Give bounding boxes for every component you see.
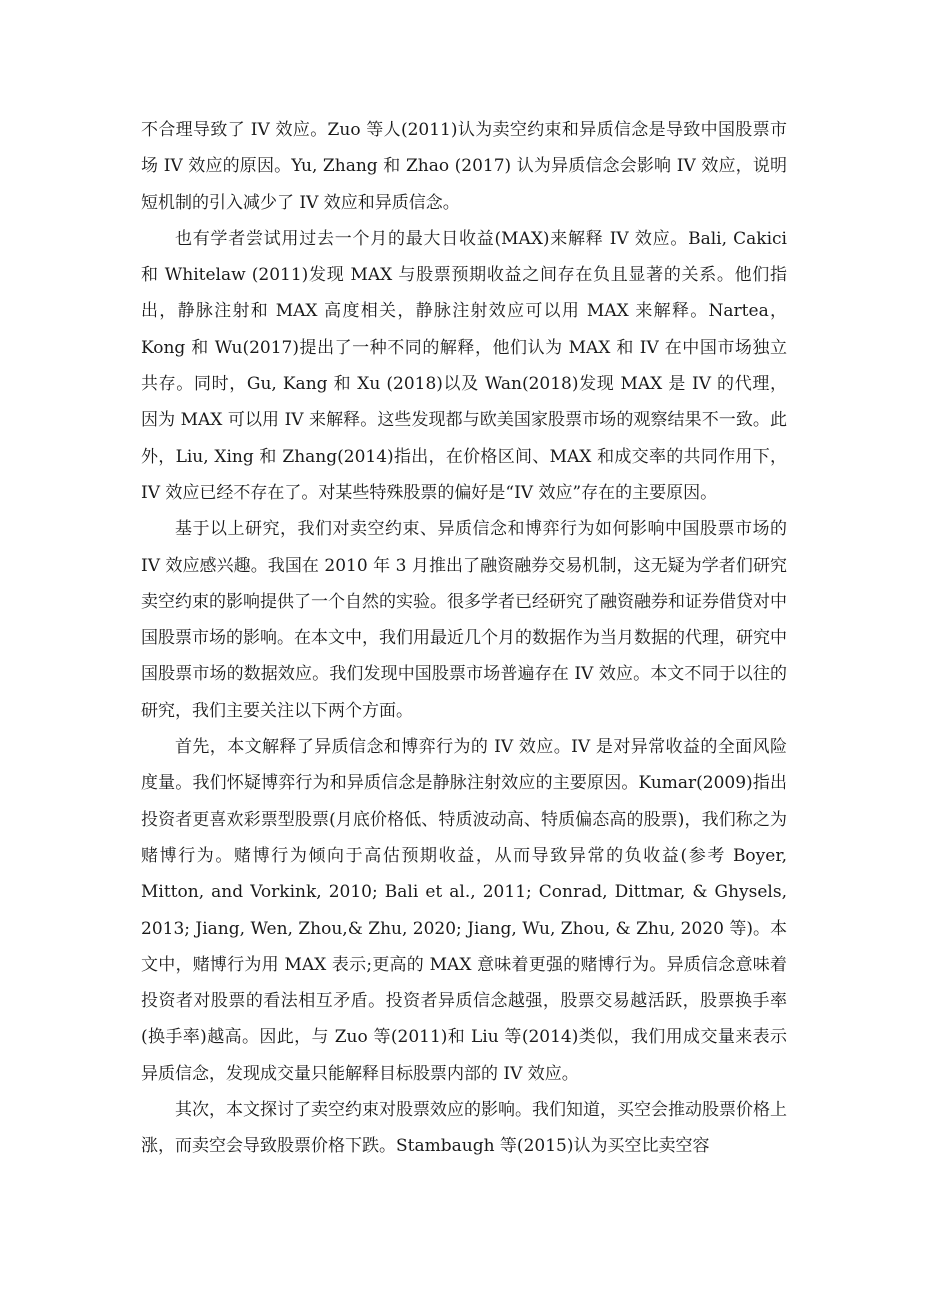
body-text	[141, 112, 787, 1165]
paragraph-2: 也有学者尝试用过去一个月的最大日收益(MAX)来解释 IV 效应。Bali, Cakici 和 Whitelaw (2011)发现 MAX 与股票预期收益之间存在负且显著的关系。他们指出，静脉注射和 MAX 高度相关，静脉注射效应可以用 MAX 来解释。Nartea，Kong 和 Wu(2017)提出了一种不同的解释，他们认为 MAX 和 IV 在中国市场独立共存。同时，Gu, Kang 和 Xu (2018)以及 Wan(2018)发现 MAX 是 IV 的代理，因为 MAX 可以用 IV 来解释。这些发现都与欧美国家股票市场的观察结果不一致。此外，Liu, Xing 和 Zhang(2014)指出，在价格区间、MAX 和成交率的共同作用下，IV 效应已经不存在了。对某些特殊股票的偏好是“IV 效应”存在的主要原因。	[141, 228, 787, 503]
paragraph-3: 基于以上研究，我们对卖空约束、异质信念和博弈行为如何影响中国股票市场的 IV 效应感兴趣。我国在 2010 年 3 月推出了融资融券交易机制，这无疑为学者们研究卖空约束的影响提供了一个自然的实验。很多学者已经研究了融资融券和证券借贷对中国股票市场的影响。在本文中，我们用最近几个月的数据作为当月数据的代理，研究中国股票市场的数据效应。我们发现中国股票市场普遍存在 IV 效应。本文不同于以往的研究，我们主要关注以下两个方面。	[141, 519, 787, 721]
paragraph-5: 其次，本文探讨了卖空约束对股票效应的影响。我们知道，买空会推动股票价格上涨，而卖空会导致股票价格下跌。Stambaugh 等(2015)认为买空比卖空容	[141, 1100, 787, 1157]
paragraph-4: 首先，本文解释了异质信念和博弈行为的 IV 效应。IV 是对异常收益的全面风险度量。我们怀疑博弈行为和异质信念是静脉注射效应的主要原因。Kumar(2009)指出投资者更喜欢彩票型股票(月底价格低、特质波动高、特质偏态高的股票)，我们称之为赌博行为。赌博行为倾向于高估预期收益，从而导致异常的负收益(参考 Boyer, Mitton, and Vorkink, 2010; Bali et al., 2011; Conrad, Dittmar, & Ghysels, 2013; Jiang, Wen, Zhou,& Zhu, 2020; Jiang, Wu, Zhou, & Zhu, 2020 等)。本文中，赌博行为用 MAX 表示;更高的 MAX 意味着更强的赌博行为。异质信念意味着投资者对股票的看法相互矛盾。投资者异质信念越强，股票交易越活跃，股票换手率(换手率)越高。因此，与 Zuo 等(2011)和 Liu 等(2014)类似，我们用成交量来表示异质信念，发现成交量只能解释目标股票内部的 IV 效应。	[141, 737, 787, 1084]
paragraph-1: 不合理导致了 IV 效应。Zuo 等人(2011)认为卖空约束和异质信念是导致中国股票市场 IV 效应的原因。Yu, Zhang 和 Zhao (2017) 认为异质信念会影响 IV 效应，说明短机制的引入减少了 IV 效应和异质信念。	[141, 120, 787, 213]
